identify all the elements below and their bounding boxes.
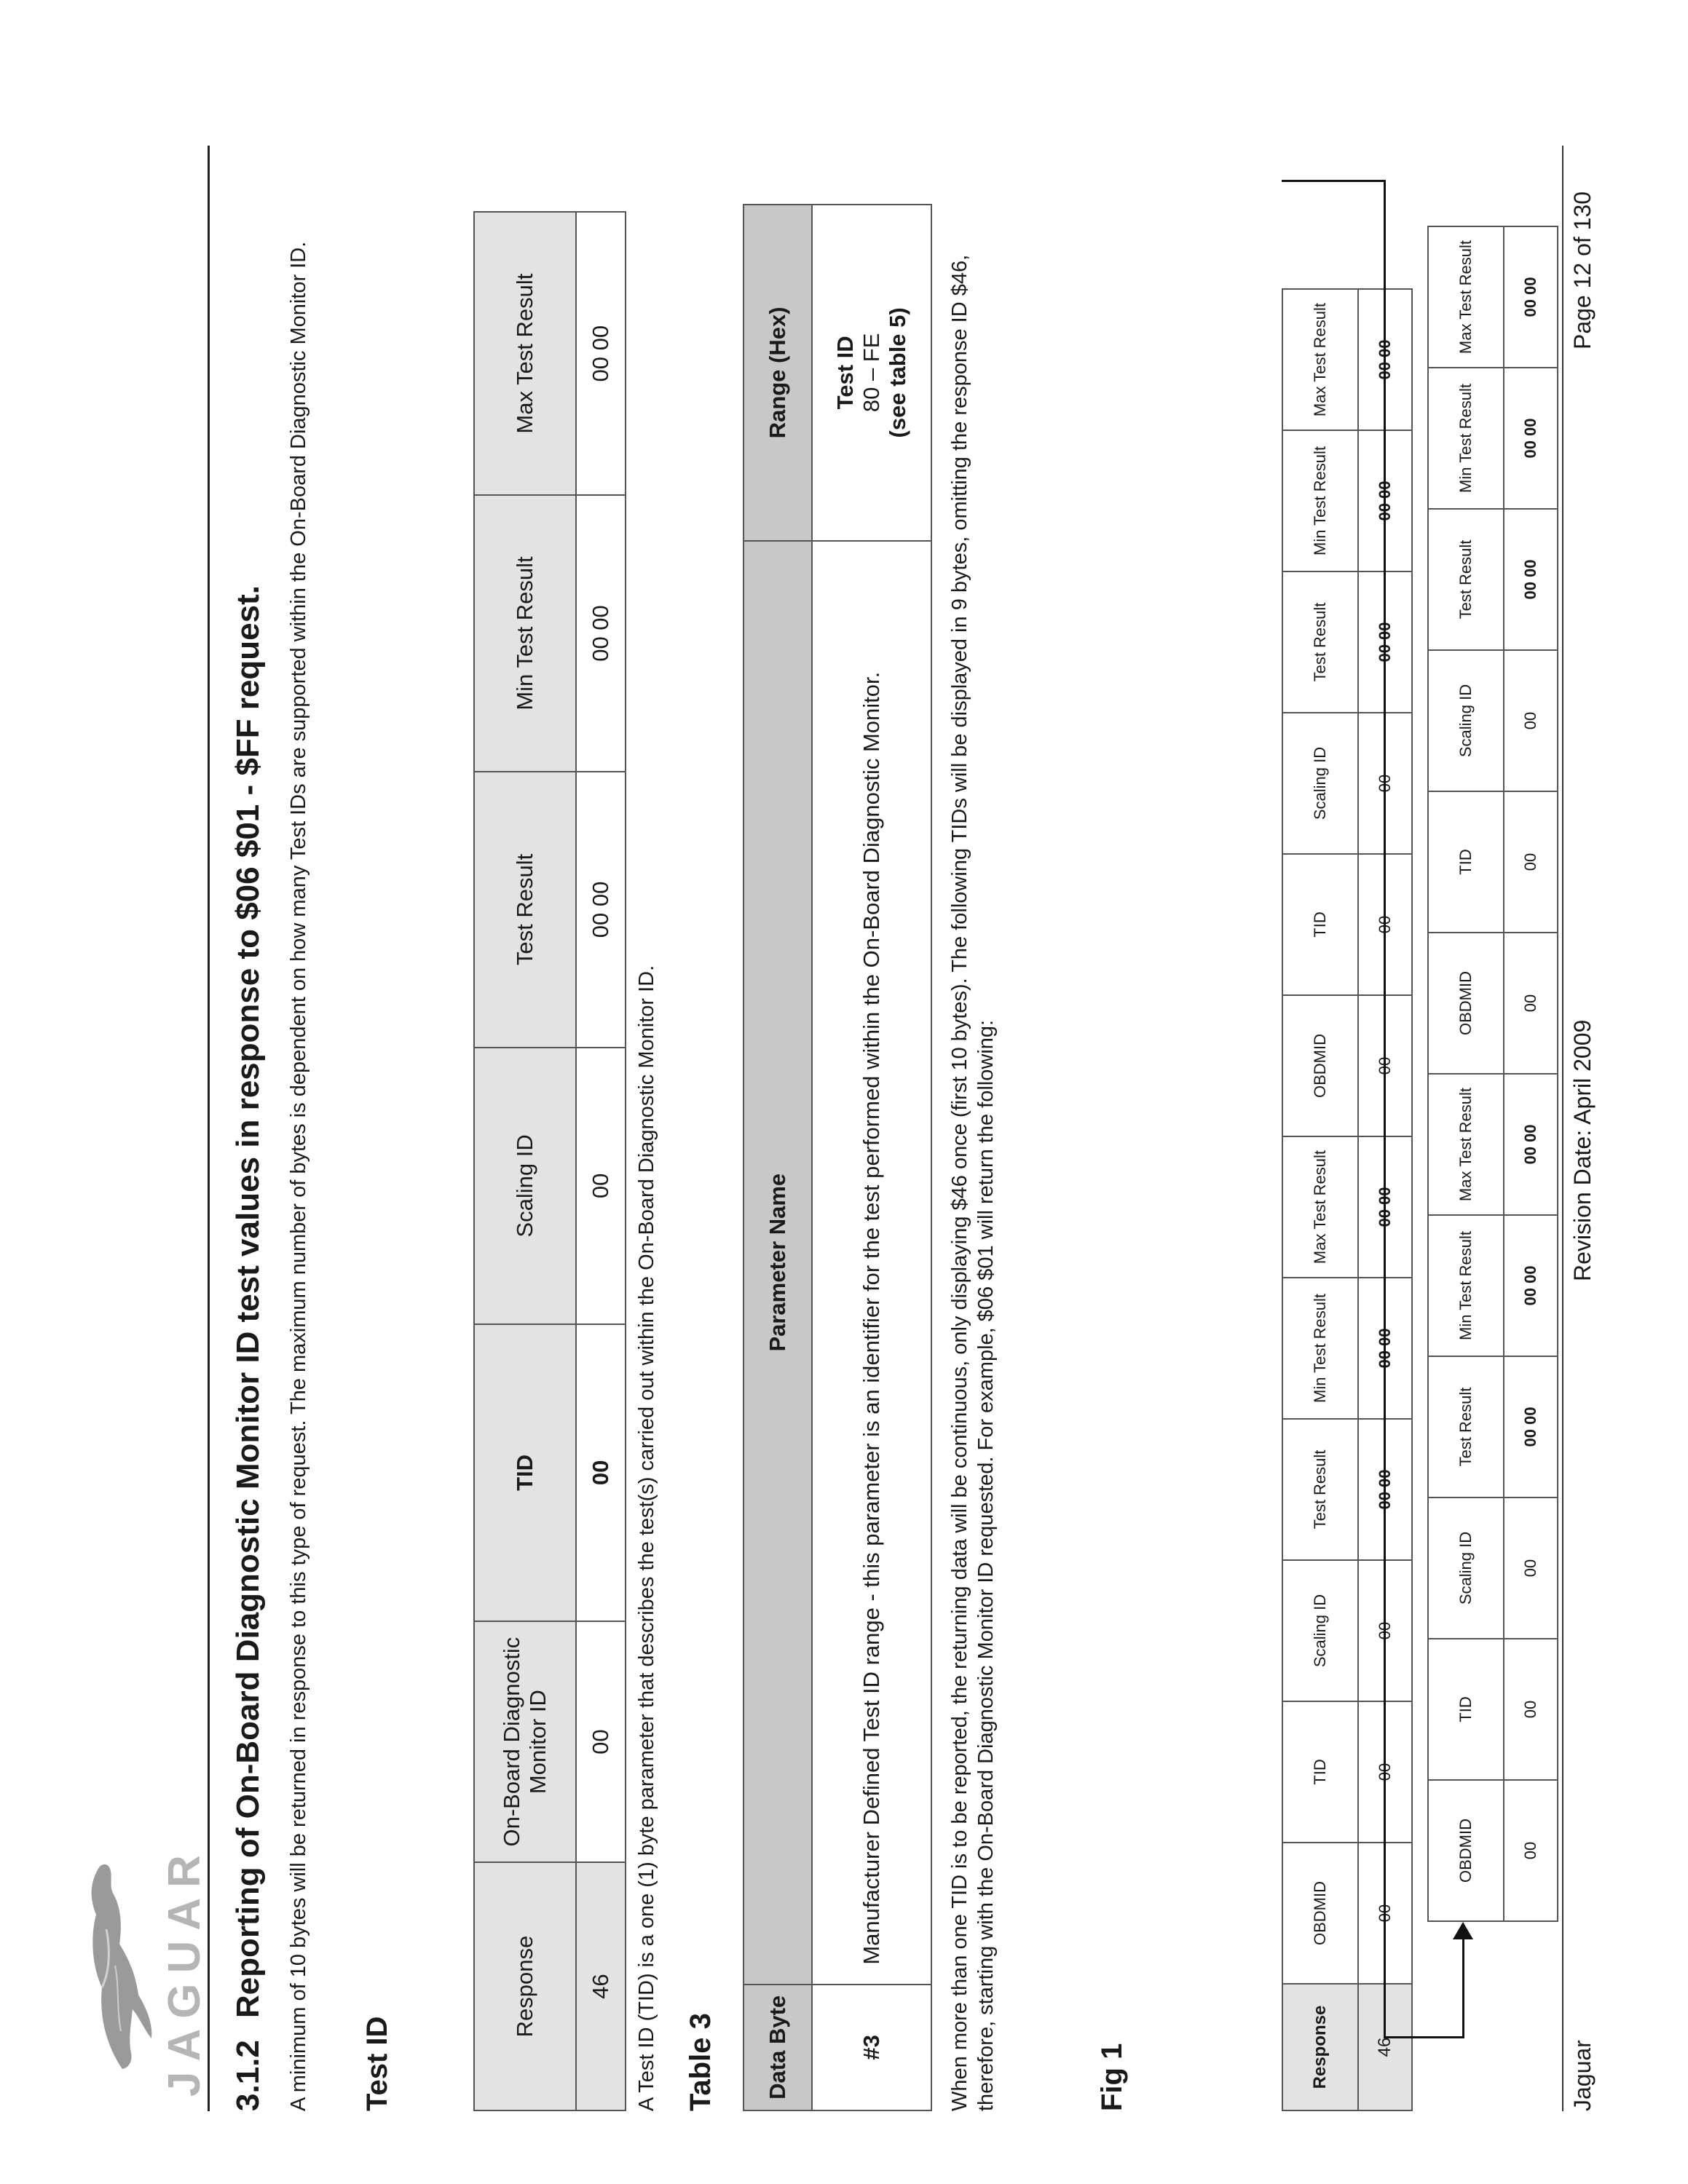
header-tid: TID [1282,1701,1358,1843]
header-test-result: Test Result [1282,1419,1358,1560]
header-obdmid: On-Board Diagnostic Monitor ID [474,1621,576,1862]
cell-obdmid: 00 [1504,933,1558,1074]
cell-response: 46 [1358,1984,1412,2110]
footer-rule [1562,146,1563,2111]
cell-tid: 00 [1358,854,1412,995]
header-min-test-result: Min Test Result [1282,1278,1358,1419]
cell-scaling-id: 00 [1358,713,1412,854]
cell-scaling-id: 00 [1504,650,1558,791]
header-scaling-id: Scaling ID [1282,1560,1358,1701]
header-obdmid: OBDMID [1428,1780,1504,1921]
continuation-paragraph: When more than one TID is to be reported, the returning data will be continuous, only displaying $46 once (first 10 bytes). The following TIDs will be displayed in 9 bytes, omitting the response ID $46, therefore, starting with the On-Board Diagnostic Monitor ID requested. For example, $06 $01 will return the following: [948,254,998,2111]
cell-min-test-result: 00 00 [1358,1278,1412,1419]
logo-wordmark: JAGUAR [159,1845,210,2097]
range-line-2: 80 – FE [859,333,884,413]
cell-range [812,205,931,541]
tid-description: A Test ID (TID) is a one (1) byte parameter that describes the test(s) carried out within the On-Board Diagnostic Monitor ID. [635,965,658,2111]
header-scaling-id: Scaling ID [1282,713,1358,854]
header-max-test-result: Max Test Result [1282,1136,1358,1278]
cell-max-test-result: 00 00 [576,212,626,495]
header-parameter-name: Parameter Name [744,541,812,1985]
cell-test-result: 00 00 [576,772,626,1048]
cell-obdmid: 00 [576,1621,626,1862]
table-header-row [744,205,812,2110]
table3-heading: Table 3 [685,2013,717,2111]
cell-response: 46 [576,1862,626,2110]
cell-obdmid: 00 [1504,1780,1558,1921]
fig1-heading: Fig 1 [1096,2043,1128,2111]
section-heading [230,585,267,2111]
cell-min-test-result: 00 00 [576,495,626,771]
cell-tid: 00 [1504,1639,1558,1780]
header-response: Response [474,1862,576,2110]
header-min-test-result: Min Test Result [1282,430,1358,571]
rotated-content [73,73,1615,2111]
jaguar-logo [73,1820,210,2111]
cell-data-byte: #3 [812,1985,931,2110]
header-tid: TID [1428,1639,1504,1780]
fig1-row1-table [1282,288,1413,2111]
footer-center: Revision Date: April 2009 [1569,1019,1596,1281]
header-min-test-result: Min Test Result [474,495,576,771]
table-header-row [474,212,576,2110]
connector-line [1384,180,1386,2038]
header-data-byte: Data Byte [744,1985,812,2110]
header-max-test-result: Max Test Result [474,212,576,495]
cell-tid: 00 [576,1324,626,1621]
cell-test-result: 00 00 [1504,509,1558,650]
table-row [812,205,931,2110]
header-max-test-result: Max Test Result [1428,226,1504,368]
section-number: 3.1.2 [230,2040,266,2111]
header-min-test-result: Min Test Result [1428,368,1504,509]
cell-test-result: 00 00 [1358,1419,1412,1560]
cell-min-test-result: 00 00 [1504,1215,1558,1356]
header-scaling-id: Scaling ID [1428,650,1504,791]
table-row [576,212,626,2110]
header-test-result: Test Result [474,772,576,1048]
leaping-jaguar-icon [77,1856,157,2075]
header-rule [208,146,210,2111]
cell-parameter-name: Manufacturer Defined Test ID range - this parameter is an identifier for the test performed within the On-Board Diagnostic Monitor. [812,541,931,1985]
fig1-row2-table [1427,226,1558,1922]
cell-test-result: 00 00 [1358,571,1412,713]
section-title: Reporting of On-Board Diagnostic Monitor ID test values in response to $06 $01 - $FF request. [230,585,266,2019]
cell-min-test-result: 00 00 [1358,430,1412,571]
connector-line [1282,180,1384,182]
header-obdmid: OBDMID [1282,995,1358,1136]
cell-tid: 00 [1358,1701,1412,1843]
header-scaling-id: Scaling ID [1428,1497,1504,1639]
table3 [743,204,932,2111]
header-test-result: Test Result [1428,509,1504,650]
connector-line [1462,1936,1464,2038]
header-obdmid: OBDMID [1282,1843,1358,1984]
cell-obdmid: 00 [1358,1843,1412,1984]
header-tid: TID [1428,791,1504,933]
header-test-result: Test Result [1428,1356,1504,1497]
cell-scaling-id: 00 [1504,1497,1558,1639]
intro-paragraph: A minimum of 10 bytes will be returned in response to this type of request. The maximum number of bytes is dependent on how many Test IDs are supported within the On-Board Diagnostic Monitor ID. [287,241,310,2111]
test-id-heading: Test ID [361,2016,393,2111]
cell-max-test-result: 00 00 [1504,226,1558,368]
connector-arrow-icon [1453,1922,1473,1939]
test-id-table [473,211,626,2111]
range-line-3: (see table 5) [885,307,910,438]
cell-max-test-result: 00 00 [1358,289,1412,430]
footer-right: Page 12 of 130 [1569,191,1596,349]
cell-scaling-id: 00 [576,1048,626,1324]
cell-tid: 00 [1504,791,1558,933]
cell-obdmid: 00 [1358,995,1412,1136]
table-header-row [1282,289,1358,2110]
header-max-test-result: Max Test Result [1428,1074,1504,1215]
header-obdmid: OBDMID [1428,933,1504,1074]
cell-min-test-result: 00 00 [1504,368,1558,509]
header-test-result: Test Result [1282,571,1358,713]
table-row [1504,226,1558,1921]
header-response: Response [1282,1984,1358,2110]
range-line-1: Test ID [832,336,858,410]
header-range-hex: Range (Hex) [744,205,812,541]
connector-line [1384,2036,1464,2038]
cell-max-test-result: 00 00 [1358,1136,1412,1278]
header-max-test-result: Max Test Result [1282,289,1358,430]
header-min-test-result: Min Test Result [1428,1215,1504,1356]
footer-left: Jaguar [1569,2040,1596,2111]
cell-test-result: 00 00 [1504,1356,1558,1497]
cell-max-test-result: 00 00 [1504,1074,1558,1215]
header-scaling-id: Scaling ID [474,1048,576,1324]
table-header-row [1428,226,1504,1921]
header-tid: TID [1282,854,1358,995]
cell-scaling-id: 00 [1358,1560,1412,1701]
header-tid: TID [474,1324,576,1621]
